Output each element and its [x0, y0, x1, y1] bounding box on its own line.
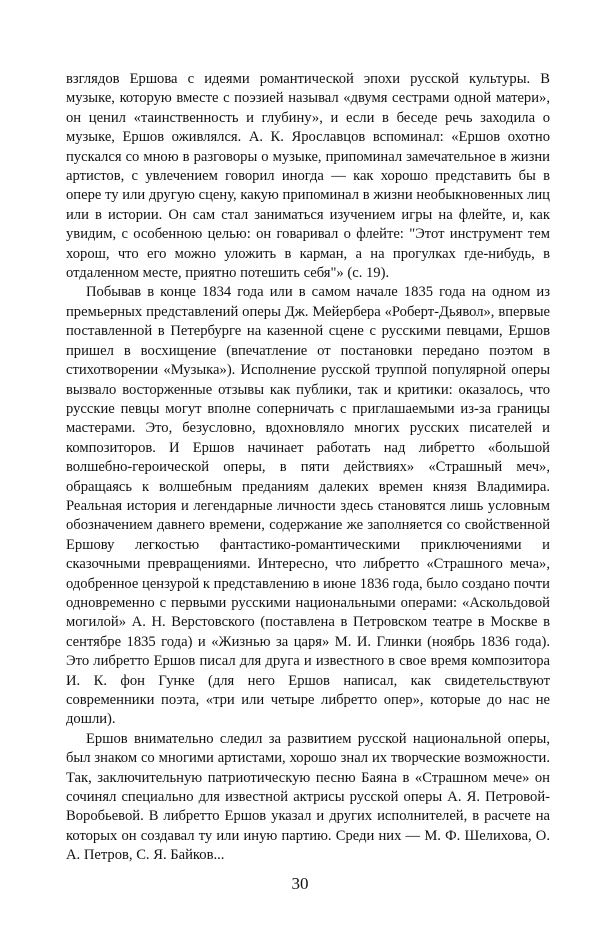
paragraph-1: взглядов Ершова с идеями романтической эпохи русской культуры. В музыке, которую вместе с поэзией называл «двумя сестрами одной матери», он ценил «таинственность и глубину», и если в беседе речь заходила о музыке, Ершов оживлялся. А. К. Ярославцов вспоминал: «Ершов охотно пускался со мною в разговоры о музыке, припоминал замечательное в жизни артистов, с увлечением говорил иногда — как хорошо представить бы в опере ту или другую сцену, какую припоминал в жизни необыкновенных лиц или в истории. Он сам стал заниматься изучением игры на флейте, и, как увидим, с особенною целью: он говаривал о флейте: "Этот инструмент тем хорош, что его можно уложить в карман, а на прогулках где-нибудь, в отдаленном месте, приятно потешить себя"» (с. 19).	[66, 71, 550, 282]
page-text-block	[66, 70, 550, 866]
paragraph-3: Ершов внимательно следил за развитием русской национальной оперы, был знаком со многими артистами, хорошо знал их творческие возможности. Так, заключительную патриотическую песню Баяна в «Страшном мече» он сочинял специально для известной актрисы русской оперы А. Я. Петровой-Воробьевой. В либретто Ершов указал и других исполнителей, в расчете на которых он создавал ту или иную партию. Среди них — М. Ф. Шелихова, О. А. Петров, С. Я. Байков...	[66, 730, 550, 864]
page-number: 30	[291, 874, 309, 893]
paragraph-2: Побывав в конце 1834 года или в самом начале 1835 года на одном из премьерных представлений оперы Дж. Мейербера «Роберт-Дьявол», впервые поставленной в Петербурге на казенной сцене с русскими певцами, Ершов пришел в восхищение (впечатление от постановки передано поэтом в стихотворении «Музыка»). Исполнение русской труппой популярной оперы вызвало восторженные отзывы как публики, так и критики: оказалось, что русские певцы могут вполне соперничать с приглашаемыми из-за границы мастерами. Это, безусловно, вдохновляло многих русских писателей и композиторов. И Ершов начинает работать над либретто «большой волшебно-героической оперы, в пяти действиях» «Страшный меч», обращаясь к волшебным преданиям далеких времен князя Владимира. Реальная история и легендарные личности здесь становятся лишь условным обозначением давнего времени, содержание же заполняется со свойственной Ершову легкостью фантастико-романтическими приключениями и сказочными превращениями. Интересно, что либретто «Страшного меча», одобренное цензурой к представлению в июне 1836 года, было создано почти одновременно с первыми русскими национальными операми: «Аскольдовой могилой» А. Н. Верстовского (поставлена в Петровском театре в Москве в сентябре 1835 года) и «Жизнью за царя» М. И. Глинки (ноябрь 1836 года). Это либретто Ершов писал для друга и известного в свое время композитора И. К. фон Гунке (для него Ершов написал, как свидетельствуют современники поэта, «три или четыре либретто опер», которые до нас не дошли).	[66, 284, 550, 728]
